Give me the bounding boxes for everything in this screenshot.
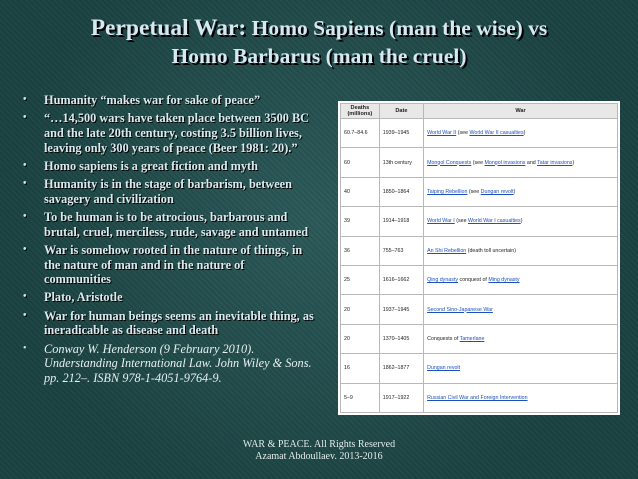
war-link[interactable]: Dungan revolt [427, 365, 461, 372]
cell-date: 1850–1864 [379, 177, 423, 206]
table-header-deaths: Deaths (millions) [341, 104, 380, 119]
table-row [341, 236, 618, 265]
bullet-dot-icon: • [23, 94, 27, 105]
war-text: ) [572, 159, 575, 166]
table-header-date: Date [379, 104, 423, 119]
table-row [341, 119, 618, 148]
bullet-text: Homo sapiens is a great fiction and myth [44, 158, 258, 173]
cell-war [424, 148, 618, 177]
cell-date: 755–763 [379, 236, 423, 265]
bullet-dot-icon: • [23, 243, 27, 255]
table-row [341, 354, 618, 383]
war-text: (see [471, 159, 485, 166]
cell-date: 1917–1922 [379, 383, 423, 412]
cell-date: 1937–1945 [379, 295, 423, 324]
cell-date: 1939–1945 [379, 119, 423, 148]
bullet-item [22, 93, 314, 108]
cell-deaths: 36 [341, 236, 380, 265]
bullet-item [22, 159, 314, 174]
cell-date: 1914–1918 [379, 207, 423, 236]
war-text: (see [454, 218, 468, 225]
war-text: conquest of [458, 277, 489, 284]
table-header-war: War [424, 104, 618, 119]
bullet-text: Humanity is in the stage of barbarism, between savagery and civilization [44, 177, 292, 206]
war-link[interactable]: World War I casualties [468, 218, 521, 225]
table-row [341, 383, 618, 412]
citation-item [22, 342, 314, 386]
table-row [341, 148, 618, 177]
footer-copyright: WAR & PEACE. All Rights Reserved [242, 439, 396, 450]
war-text: ) [513, 188, 516, 195]
slide-title [20, 14, 618, 70]
war-link[interactable]: Ming dynasty [488, 277, 520, 284]
cell-war [424, 236, 618, 265]
title-line1-rest: Homo Sapiens (man the wise) vs [246, 16, 548, 40]
bullet-text: Plato, Aristotle [44, 290, 123, 305]
war-link[interactable]: Mongol invasions [484, 159, 526, 166]
cell-deaths: 20 [341, 324, 380, 353]
deadliest-wars-table [340, 103, 618, 413]
cell-date: 1370–1405 [379, 324, 423, 353]
cell-deaths: 20 [341, 295, 380, 324]
bullet-text: War is somehow rooted in the nature of things, in the nature of man and in the nature of communities [44, 242, 303, 287]
war-link[interactable]: Second Sino-Japanese War [427, 306, 493, 313]
cell-deaths: 60.7–84.6 [341, 119, 380, 148]
table-row [341, 177, 618, 206]
cell-deaths: 25 [341, 265, 380, 294]
war-text: and [525, 159, 538, 166]
cell-deaths: 16 [341, 354, 380, 383]
slide-footer [150, 439, 488, 463]
deadliest-wars-table-image [338, 101, 620, 415]
war-text: ) [523, 130, 526, 137]
cell-war [424, 383, 618, 412]
bullet-dot-icon: • [23, 309, 27, 321]
cell-deaths: 60 [341, 148, 380, 177]
bullet-item [22, 290, 314, 305]
war-text: (see [467, 188, 481, 195]
bullet-dot-icon: • [23, 112, 27, 124]
footer-author: Azamat Abdoullaev. 2013-2016 [255, 451, 383, 462]
cell-war [424, 295, 618, 324]
war-link[interactable]: Tamerlane [459, 335, 485, 342]
cell-deaths: 5–9 [341, 383, 380, 412]
table-row [341, 207, 618, 236]
war-text: Conquests of [427, 335, 460, 342]
bullet-dot-icon: • [23, 291, 27, 303]
war-text: (see [456, 130, 470, 137]
cell-war [424, 119, 618, 148]
war-link[interactable]: Dungan revolt [480, 188, 514, 195]
bullet-item [22, 243, 314, 287]
table-row [341, 265, 618, 294]
bullet-text: To be human is to be atrocious, barbarous and brutal, cruel, merciless, rude, savage and untamed [44, 209, 309, 239]
bullet-text: War for human beings seems an inevitable thing, as ineradicable as disease and death [44, 308, 314, 338]
war-link[interactable]: World War II [427, 130, 457, 137]
bullet-dot-icon: • [23, 210, 27, 222]
bullet-list [22, 93, 314, 389]
cell-deaths: 40 [341, 177, 380, 206]
war-text: (death toll uncertain) [466, 247, 517, 254]
title-line2: Homo Barbarus (man the cruel) [171, 44, 467, 68]
war-link[interactable]: Mongol Conquests [427, 159, 472, 166]
cell-war [424, 207, 618, 236]
war-text: ) [520, 218, 523, 225]
bullet-text: “…14,500 wars have taken place between 3500 BC and the late 20th century, costing 3.5 billion lives, leaving only 300 years of peace (Beer 1981: 20).” [44, 111, 310, 155]
war-link[interactable]: World War I [427, 218, 455, 225]
cell-war [424, 177, 618, 206]
war-link[interactable]: Qing dynasty [427, 277, 458, 284]
table-row [341, 295, 618, 324]
war-link[interactable]: Tatar invasions [537, 159, 573, 166]
citation-text: Conway W. Henderson (9 February 2010). Understanding International Law. John Wiley & Sons. pp. 212–. ISBN 978-1-4051-9764-9. [44, 341, 312, 385]
bullet-dot-icon: • [23, 159, 27, 171]
cell-war [424, 354, 618, 383]
bullet-item [22, 177, 314, 206]
bullet-dot-icon: • [23, 342, 27, 354]
cell-date: 1616–1662 [379, 265, 423, 294]
bullet-text: Humanity “makes war for sake of peace” [44, 93, 261, 107]
cell-deaths: 39 [341, 207, 380, 236]
bullet-item [22, 111, 314, 155]
title-emphasis: Perpetual War: [90, 15, 247, 41]
cell-date: 13th century [379, 148, 423, 177]
bullet-item [22, 210, 314, 239]
cell-date: 1862–1877 [379, 354, 423, 383]
table-row [341, 324, 618, 353]
war-link[interactable]: Russian Civil War and Foreign Intervention [427, 394, 528, 401]
war-link[interactable]: World War II casualties [469, 130, 524, 137]
cell-war [424, 324, 618, 353]
bullet-dot-icon: • [23, 178, 27, 190]
war-link[interactable]: An Shi Rebellion [427, 247, 467, 254]
bullet-item [22, 309, 314, 338]
war-link[interactable]: Taiping Rebellion [427, 188, 468, 195]
cell-war [424, 265, 618, 294]
